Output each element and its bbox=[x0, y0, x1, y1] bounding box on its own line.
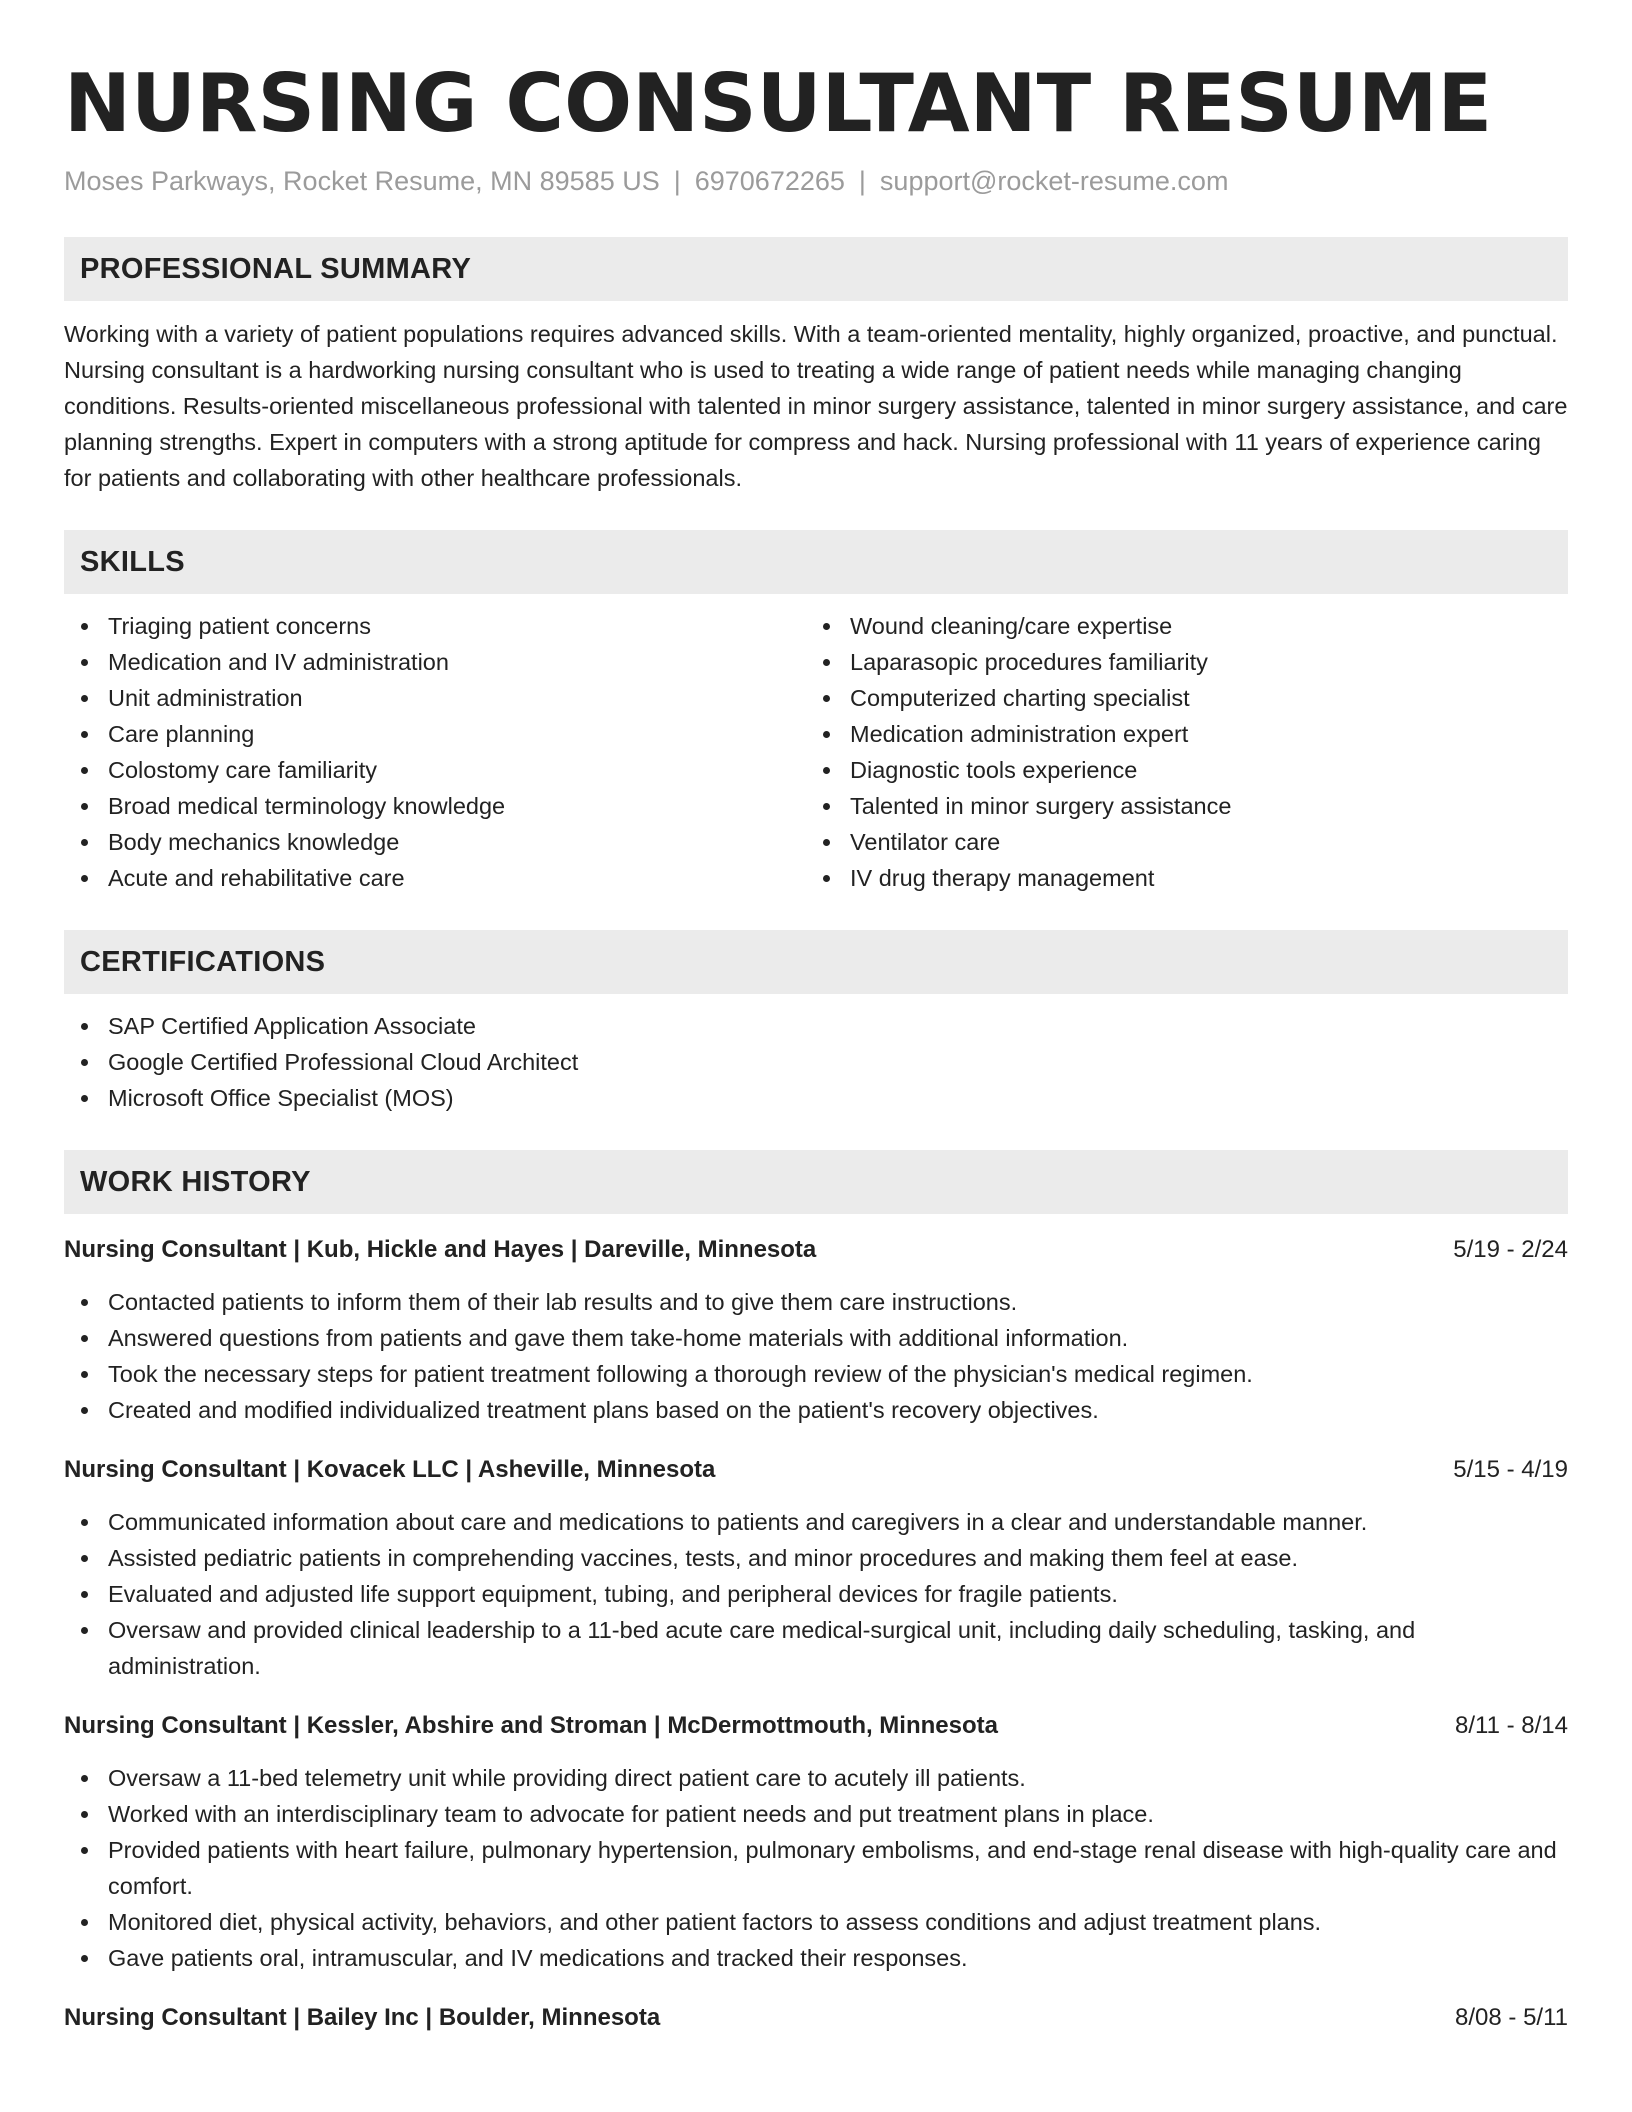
summary-section bbox=[64, 237, 1568, 496]
job-bullet: Created and modified individualized treatment plans based on the patient's recovery objectives. bbox=[64, 1392, 1568, 1428]
list-item: Wound cleaning/care expertise bbox=[806, 608, 1548, 644]
job-bullet: Monitored diet, physical activity, behaviors, and other patient factors to assess conditions and adjust treatment plans. bbox=[64, 1904, 1568, 1940]
job-bullet: Worked with an interdisciplinary team to advocate for patient needs and put treatment plans in place. bbox=[64, 1796, 1568, 1832]
contact-separator: | bbox=[858, 166, 866, 196]
job-dates: 5/15 - 4/19 bbox=[1453, 1456, 1568, 1483]
list-item: IV drug therapy management bbox=[806, 860, 1548, 896]
summary-heading: PROFESSIONAL SUMMARY bbox=[64, 237, 1568, 301]
job-bullet-list bbox=[64, 1760, 1568, 1976]
contact-email[interactable]: support@rocket-resume.com bbox=[879, 166, 1229, 196]
contact-phone: 6970672265 bbox=[694, 166, 845, 196]
list-item: Body mechanics knowledge bbox=[64, 824, 806, 860]
job-bullet: Oversaw and provided clinical leadership to a 11-bed acute care medical-surgical unit, including daily scheduling, tasking, and administration. bbox=[64, 1612, 1568, 1684]
job-bullet: Answered questions from patients and gave them take-home materials with additional information. bbox=[64, 1320, 1568, 1356]
skills-list-right bbox=[806, 608, 1548, 896]
job-bullet: Assisted pediatric patients in comprehending vaccines, tests, and minor procedures and making them feel at ease. bbox=[64, 1540, 1568, 1576]
job-header bbox=[64, 2000, 1568, 2036]
job-bullet: Oversaw a 11-bed telemetry unit while providing direct patient care to acutely ill patients. bbox=[64, 1760, 1568, 1796]
contact-separator: | bbox=[673, 166, 681, 196]
job-header bbox=[64, 1232, 1568, 1268]
job-bullet-list bbox=[64, 1504, 1568, 1684]
certifications-heading: CERTIFICATIONS bbox=[64, 930, 1568, 994]
job-title: Nursing Consultant | Kovacek LLC | Asheville, Minnesota bbox=[64, 1456, 716, 1483]
job-header bbox=[64, 1708, 1568, 1744]
list-item: Laparasopic procedures familiarity bbox=[806, 644, 1548, 680]
job-entry bbox=[64, 1232, 1568, 1428]
job-bullet: Took the necessary steps for patient treatment following a thorough review of the physician's medical regimen. bbox=[64, 1356, 1568, 1392]
list-item: Unit administration bbox=[64, 680, 806, 716]
job-bullet: Provided patients with heart failure, pulmonary hypertension, pulmonary embolisms, and end-stage renal disease with high-quality care and comfort. bbox=[64, 1832, 1568, 1904]
list-item: Diagnostic tools experience bbox=[806, 752, 1548, 788]
job-title: Nursing Consultant | Kub, Hickle and Hayes | Dareville, Minnesota bbox=[64, 1236, 817, 1263]
skills-section bbox=[64, 530, 1568, 896]
summary-text: Working with a variety of patient populations requires advanced skills. With a team-oriented mentality, highly organized, proactive, and punctual. Nursing consultant is a hardworking nursing consultant who is used to treating a wide range of patient needs while managing changing conditions. Results-oriented miscellaneous professional with talented in minor surgery assistance, talented in minor surgery assistance, and care planning strengths. Expert in computers with a strong aptitude for compress and hack. Nursing professional with 11 years of experience caring for patients and collaborating with other healthcare professionals. bbox=[64, 321, 1568, 491]
list-item: Google Certified Professional Cloud Architect bbox=[64, 1044, 1568, 1080]
job-bullet: Communicated information about care and medications to patients and caregivers in a clear and understandable manner. bbox=[64, 1504, 1568, 1540]
job-title: Nursing Consultant | Kessler, Abshire and Stroman | McDermottmouth, Minnesota bbox=[64, 1712, 998, 1739]
list-item: Medication and IV administration bbox=[64, 644, 806, 680]
job-entry bbox=[64, 1708, 1568, 1976]
list-item: Medication administration expert bbox=[806, 716, 1548, 752]
job-bullet: Gave patients oral, intramuscular, and IV medications and tracked their responses. bbox=[64, 1940, 1568, 1976]
contact-line bbox=[64, 164, 1568, 198]
list-item: Computerized charting specialist bbox=[806, 680, 1548, 716]
job-list bbox=[64, 1232, 1568, 2036]
skills-list-left bbox=[64, 608, 806, 896]
list-item: Talented in minor surgery assistance bbox=[806, 788, 1548, 824]
job-bullet: Contacted patients to inform them of their lab results and to give them care instructions. bbox=[64, 1284, 1568, 1320]
skills-heading: SKILLS bbox=[64, 530, 1568, 594]
contact-address: Moses Parkways, Rocket Resume, MN 89585 US bbox=[64, 166, 660, 196]
resume-title: NURSING CONSULTANT RESUME bbox=[64, 57, 1493, 150]
certifications-list bbox=[64, 1008, 1568, 1116]
list-item: SAP Certified Application Associate bbox=[64, 1008, 1568, 1044]
resume-page bbox=[64, 58, 1568, 2036]
skills-grid bbox=[64, 608, 1568, 896]
list-item: Ventilator care bbox=[806, 824, 1548, 860]
job-entry bbox=[64, 1452, 1568, 1684]
certifications-section bbox=[64, 930, 1568, 1116]
job-dates: 8/11 - 8/14 bbox=[1455, 1712, 1568, 1739]
job-bullet: Evaluated and adjusted life support equipment, tubing, and peripheral devices for fragile patients. bbox=[64, 1576, 1568, 1612]
work-history-section bbox=[64, 1150, 1568, 2036]
job-bullet-list bbox=[64, 1284, 1568, 1428]
job-header bbox=[64, 1452, 1568, 1488]
list-item: Microsoft Office Specialist (MOS) bbox=[64, 1080, 1568, 1116]
list-item: Broad medical terminology knowledge bbox=[64, 788, 806, 824]
list-item: Care planning bbox=[64, 716, 806, 752]
list-item: Triaging patient concerns bbox=[64, 608, 806, 644]
job-entry bbox=[64, 2000, 1568, 2036]
job-dates: 8/08 - 5/11 bbox=[1455, 2004, 1568, 2031]
list-item: Acute and rehabilitative care bbox=[64, 860, 806, 896]
work-history-heading: WORK HISTORY bbox=[64, 1150, 1568, 1214]
job-title: Nursing Consultant | Bailey Inc | Boulder, Minnesota bbox=[64, 2004, 661, 2031]
list-item: Colostomy care familiarity bbox=[64, 752, 806, 788]
job-dates: 5/19 - 2/24 bbox=[1453, 1236, 1568, 1263]
